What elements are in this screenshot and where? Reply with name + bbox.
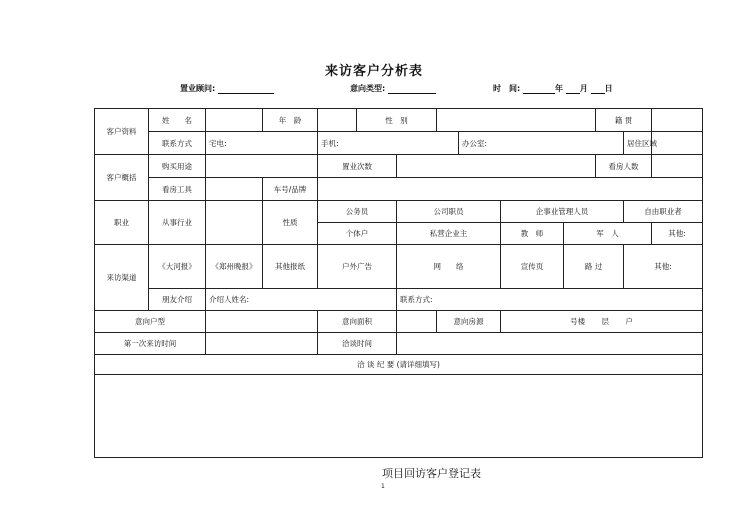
intent-unit-type-cell[interactable] [206, 311, 318, 333]
nature-label: 性质 [263, 201, 318, 245]
age-label: 年 龄 [263, 109, 318, 132]
name-cell[interactable] [206, 109, 263, 132]
residence-area-label: 居住区域 [624, 132, 652, 155]
page-title: 来访客户分析表 [324, 64, 423, 79]
industry-label: 从事行业 [149, 201, 206, 245]
occupation-option-company-staff[interactable]: 公司职员 [397, 201, 501, 223]
visitor-analysis-table [94, 108, 703, 458]
day-label: 日 [604, 84, 613, 93]
floor-label: 层 [601, 317, 610, 326]
occupation-option-military[interactable]: 军 人 [564, 223, 652, 245]
residence-area-cell[interactable] [652, 132, 703, 155]
intent-area-cell[interactable] [397, 311, 437, 333]
section-visit-channel: 来访渠道 [95, 245, 149, 311]
channel-option-dahe-daily[interactable]: 《大河报》 [149, 245, 206, 289]
day-input[interactable] [591, 84, 605, 94]
first-visit-cell[interactable] [206, 333, 318, 355]
talk-time-label: 洽谈时间 [318, 333, 397, 355]
car-brand-cell[interactable] [318, 178, 703, 201]
consultant-label: 置业顾问: [180, 84, 216, 93]
car-brand-label: 车号/品牌 [263, 178, 318, 201]
industry-cell[interactable] [206, 201, 263, 245]
consultant-input[interactable] [218, 84, 274, 94]
occupation-option-civil-servant[interactable]: 公务员 [318, 201, 397, 223]
month-input[interactable] [566, 84, 580, 94]
room-label: 户 [625, 317, 633, 326]
channel-option-passing[interactable]: 路 过 [564, 245, 624, 289]
intent-type-input[interactable] [388, 84, 436, 94]
origin-label: 籍 贯 [596, 109, 652, 132]
year-input[interactable] [523, 84, 555, 94]
viewers-cell[interactable] [652, 155, 703, 178]
intent-area-label: 意向面积 [318, 311, 397, 333]
year-label: 年 [555, 84, 563, 93]
occupation-option-manager[interactable]: 企事业管理人员 [501, 201, 624, 223]
time-label: 时 间: [493, 84, 521, 93]
channel-option-outdoor[interactable]: 户外广告 [318, 245, 397, 289]
viewers-label: 看房人数 [596, 155, 652, 178]
referrer-name-cell[interactable]: 介绍人姓名: [206, 289, 397, 311]
transport-cell[interactable] [206, 178, 263, 201]
intent-type-label: 意向类型: [350, 84, 386, 93]
month-label: 月 [579, 84, 588, 93]
origin-cell[interactable] [652, 109, 703, 132]
transport-label: 看房工具 [149, 178, 206, 201]
occupation-option-other[interactable]: 其他: [652, 223, 703, 245]
notes-label: 洽 谈 纪 要 (请详细填写) [95, 355, 703, 375]
intent-unit-type-label: 意向户型 [95, 311, 206, 333]
intent-type-field [350, 83, 436, 94]
building-label: 号楼 [570, 317, 586, 326]
channel-option-flyer[interactable]: 宣传页 [501, 245, 564, 289]
purchase-count-label: 置业次数 [318, 155, 397, 178]
talk-time-cell[interactable] [397, 333, 703, 355]
age-cell[interactable] [318, 109, 357, 132]
office-cell[interactable]: 办公室: [459, 132, 624, 155]
purpose-cell[interactable] [206, 155, 318, 178]
purpose-label: 购买用途 [149, 155, 206, 178]
consultant-field [180, 83, 274, 94]
section-occupation: 职业 [95, 201, 149, 245]
occupation-option-private-owner[interactable]: 私营企业主 [397, 223, 501, 245]
home-phone-cell[interactable]: 宅电: [206, 132, 318, 155]
intent-unit-label: 意向房源 [437, 311, 501, 333]
gender-label: 性 别 [357, 109, 437, 132]
friend-referral-label: 朋友介绍 [149, 289, 206, 311]
mobile-cell[interactable]: 手机: [318, 132, 459, 155]
footer-caption: 项目回访客户登记表 [382, 467, 481, 480]
channel-option-other-paper[interactable]: 其他报纸 [263, 245, 318, 289]
occupation-option-teacher[interactable]: 教 师 [501, 223, 564, 245]
channel-option-zhengzhou-evening[interactable]: 《郑州晚报》 [206, 245, 263, 289]
referrer-contact-cell[interactable]: 联系方式: [397, 289, 703, 311]
date-field [493, 83, 613, 94]
section-customer-info: 客户资料 [95, 109, 149, 155]
intent-unit-cell[interactable] [501, 311, 703, 333]
page-mark: 1 [381, 483, 385, 490]
channel-option-other[interactable]: 其他: [624, 245, 703, 289]
purchase-count-cell[interactable] [397, 155, 596, 178]
first-visit-label: 第一次来访时间 [95, 333, 206, 355]
gender-cell[interactable] [437, 109, 596, 132]
section-customer-profile: 客户概括 [95, 155, 149, 201]
channel-option-internet[interactable]: 网 络 [397, 245, 501, 289]
occupation-option-self-employed[interactable]: 个体户 [318, 223, 397, 245]
contact-label: 联系方式 [149, 132, 206, 155]
name-label: 姓 名 [149, 109, 206, 132]
notes-area[interactable] [95, 375, 703, 458]
occupation-option-freelancer[interactable]: 自由职业者 [624, 201, 703, 223]
